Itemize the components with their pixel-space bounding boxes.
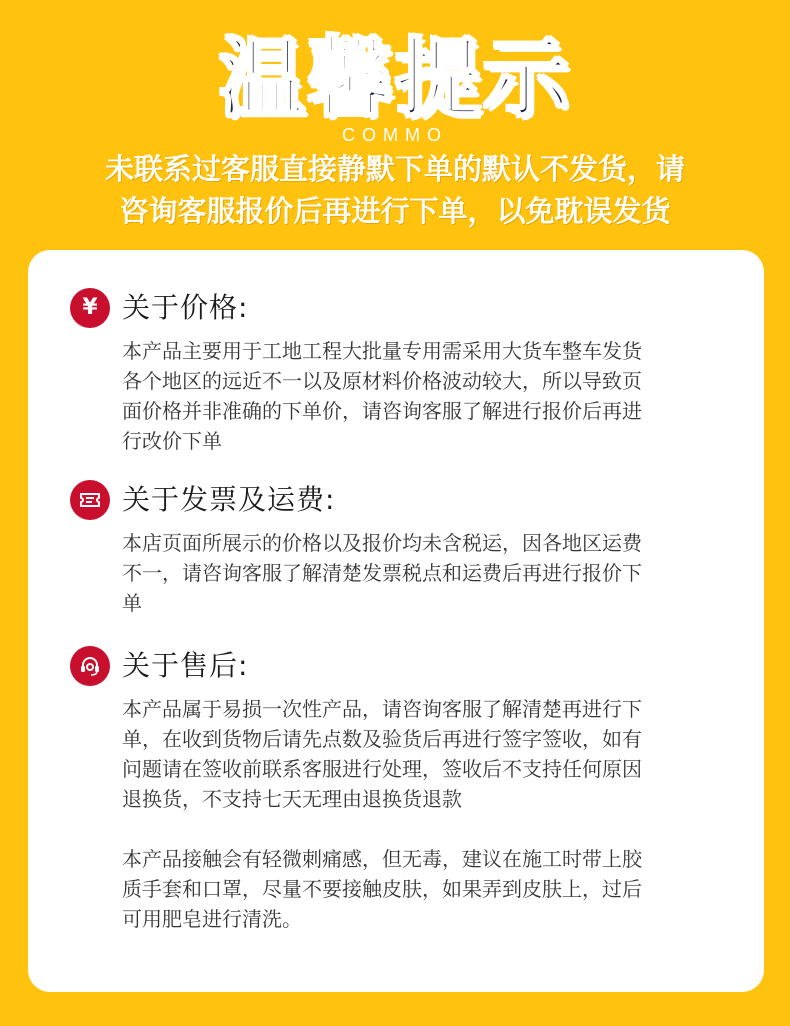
section-after-sales: [28, 646, 764, 934]
yen-icon: ¥: [70, 288, 110, 328]
header: [0, 0, 790, 245]
page-title: 温馨提示: [219, 29, 571, 129]
section-body-price: 本产品主要用于工地工程大批量专用需采用大货车整车发货 各个地区的远近不一以及原材料价格波动较大，所以导致页 面价格并非准确的下单价，请咨询客服了解进行报价后再进 行改价下单: [122, 339, 642, 453]
section-title-after-sales: 关于售后:: [122, 649, 249, 682]
section-price: [28, 288, 764, 456]
section-body-after-sales: 本产品属于易损一次性产品，请咨询客服了解清楚再进行下 单，在收到货物后请先点数及验货后再进行签字签收，如有 问题请在签收前联系客服进行处理，签收后不支持任何原因 退换货，不支持七天无理由退换货退款 本产品接触会有轻微刺痛感，但无毒，建议在施工时带上胶 质手套和口罩，尽量不要接触皮肤，如果弄到皮肤上，过后 可用肥皂进行清洗。: [122, 697, 642, 931]
info-card: [28, 250, 764, 992]
subtitle-english: COMMO: [342, 125, 448, 145]
section-body-invoice-shipping: 本店页面所展示的价格以及报价均未含税运，因各地区运费 不一，请咨询客服了解清楚发票税点和运费后再进行报价下 单: [122, 531, 642, 615]
section-title-price: 关于价格:: [122, 291, 249, 324]
section-invoice-shipping: [28, 480, 764, 618]
section-title-invoice-shipping: 关于发票及运费:: [122, 483, 336, 516]
ticket-icon: [70, 480, 110, 520]
customer-service-icon: [70, 646, 110, 686]
notice-text: 未联系过客服直接静默下单的默认不发货，请 咨询客服报价后再进行下单，以免耽误发货: [104, 152, 685, 228]
